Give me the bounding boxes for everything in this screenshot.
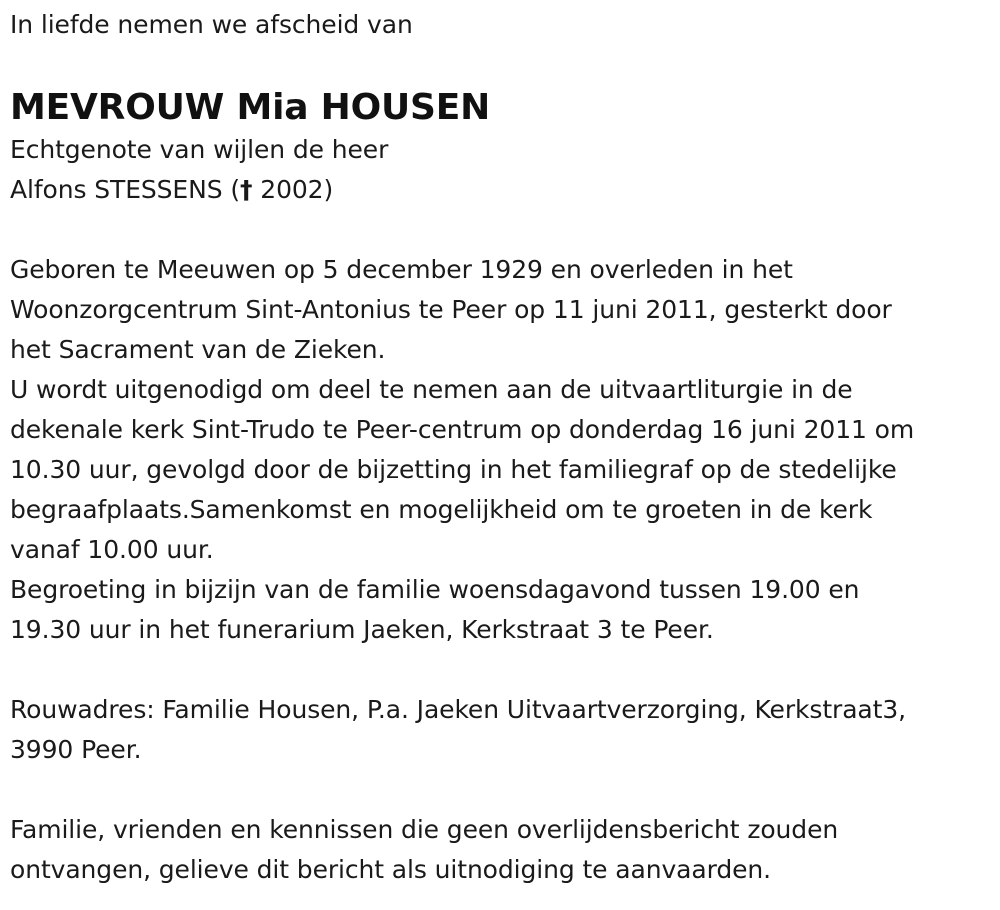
mourning-address <box>10 690 995 770</box>
spouse-line-1: Echtgenote van wijlen de heer <box>10 135 389 164</box>
body-line: begraafplaats.Samenkomst en mogelijkheid om te groeten in de kerk <box>10 495 873 524</box>
closing-line: Familie, vrienden en kennissen die geen overlijdensbericht zouden <box>10 815 839 844</box>
body-line: vanaf 10.00 uur. <box>10 535 214 564</box>
body-line: Woonzorgcentrum Sint-Antonius te Peer op 11 juni 2011, gesterkt door <box>10 295 892 324</box>
deceased-name: MEVROUW Mia HOUSEN <box>10 87 491 128</box>
closing-line: ontvangen, gelieve dit bericht als uitnodiging te aanvaarden. <box>10 855 772 884</box>
intro-text: In liefde nemen we afscheid van <box>10 10 413 39</box>
spouse-death-year: 2002) <box>252 175 334 204</box>
cross-icon: † <box>240 175 253 204</box>
death-notice <box>10 0 995 890</box>
body-line: Geboren te Meeuwen op 5 december 1929 en overleden in het <box>10 255 793 284</box>
spacer <box>10 770 995 810</box>
spouse-name-text: Alfons STESSENS ( <box>10 175 241 204</box>
address-line: 3990 Peer. <box>10 735 142 764</box>
body-line: het Sacrament van de Zieken. <box>10 335 386 364</box>
spouse-line-2 <box>10 170 995 210</box>
spacer <box>10 650 995 690</box>
body-line: 10.30 uur, gevolgd door de bijzetting in het familiegraf op de stedelijke <box>10 455 897 484</box>
body-line: dekenale kerk Sint-Trudo te Peer-centrum op donderdag 16 juni 2011 om <box>10 415 915 444</box>
body-paragraph <box>10 250 995 650</box>
body-line: Begroeting in bijzijn van de familie woensdagavond tussen 19.00 en <box>10 575 860 604</box>
spacer <box>10 210 995 250</box>
body-line: 19.30 uur in het funerarium Jaeken, Kerkstraat 3 te Peer. <box>10 615 714 644</box>
closing-note <box>10 810 995 890</box>
address-line: Rouwadres: Familie Housen, P.a. Jaeken Uitvaartverzorging, Kerkstraat3, <box>10 695 906 724</box>
body-line: U wordt uitgenodigd om deel te nemen aan de uitvaartliturgie in de <box>10 375 853 404</box>
